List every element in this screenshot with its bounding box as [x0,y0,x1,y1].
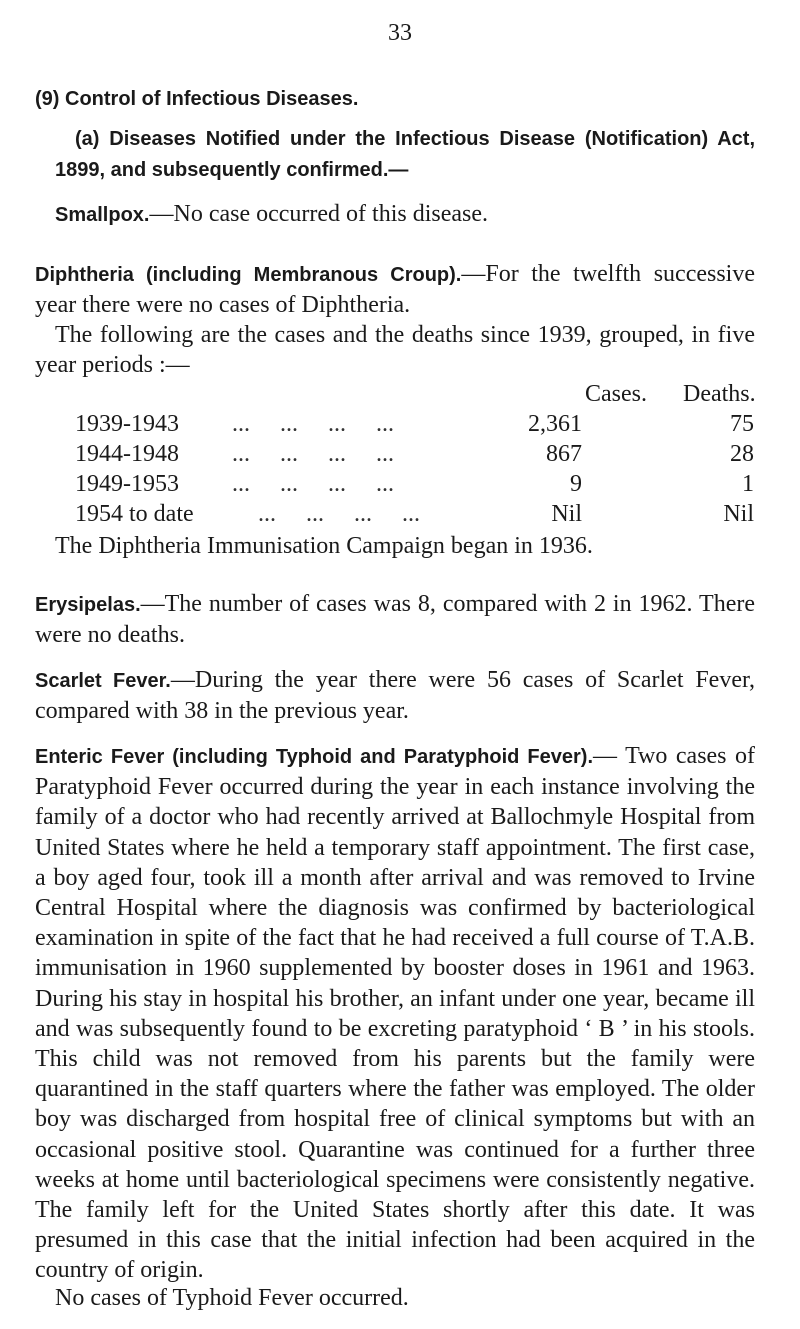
dot-leader: ... ... ... ... [232,471,394,497]
period-cell: 1954 to date [75,501,194,527]
scarlet-fever-paragraph [35,665,755,726]
enteric-fever-paragraph [35,741,755,1286]
subsection-title: (a) Diseases Notified under the Infectious Disease (Notification) Act, 1899, and subsequently confirmed.— [55,128,755,181]
diphtheria-text: —For the twelfth successive year there were no cases of Diphtheria. [35,261,755,319]
dot-leader: ... ... ... ... [232,441,394,467]
scarlet-fever-text: —During the year there were 56 cases of Scarlet Fever, compared with 38 in the previous year. [35,667,755,725]
period-cell: 1944-1948 [75,441,179,467]
deaths-cell: Nil [723,501,754,527]
diphtheria-heading: Diphtheria (including Membranous Croup). [35,264,462,286]
column-header-cases: Cases. [585,381,647,407]
deaths-cell: 75 [730,411,754,437]
enteric-fever-closing: No cases of Typhoid Fever occurred. [55,1285,409,1311]
smallpox-text: —No case occurred of this disease. [149,201,489,227]
smallpox-heading: Smallpox. [55,204,150,226]
column-header-deaths: Deaths. [683,381,756,407]
diphtheria-intro: The following are the cases and the deaths since 1939, grouped, in five year periods :— [35,322,755,379]
enteric-fever-heading: Enteric Fever (including Typhoid and Paratyphoid Fever). [35,746,594,768]
enteric-fever-text: — Two cases of Paratyphoid Fever occurred during the year in each instance involving the family of a doctor who had recently arrived at Ballochmyle Hospital from United States where he held a temporary staff appointment. The first case, a boy aged four, took ill a month after arrival and was removed to Irvine Central Hospital where the diagnosis was confirmed by bacteriological examination in spite of the fact that he had received a full course of T.A.B. immunisation in 1960 supplemented by booster doses in 1961 and 1963. During his stay in hospital his brother, an infant under one year, became ill and was subsequently found to be excreting paratyphoid ‘ B ’ in his stools. This child was not removed from his parents but the family were quarantined in the staff quarters where the father was employed. The older boy was discharged from hospital free of clinical symptoms but with an occasional positive stool. Quarantine was continued for a further three weeks at home until bacteriological specimens were consistently negative. The family left for the United States shortly after this date. It was presumed in this case that the initial infection had been acquired in the country of origin. [35,743,756,1284]
dot-leader: ... ... ... ... [258,501,420,527]
diphtheria-paragraph [35,259,755,320]
cases-cell: 9 [570,471,582,497]
period-cell: 1949-1953 [75,471,179,497]
deaths-cell: 28 [730,441,754,467]
erysipelas-text: —The number of cases was 8, compared with 2 in 1962. There were no deaths. [35,591,755,649]
cases-cell: 867 [546,441,582,467]
deaths-cell: 1 [742,471,754,497]
period-cell: 1939-1943 [75,411,179,437]
page-number: 33 [388,20,412,46]
cases-cell: Nil [551,501,582,527]
cases-cell: 2,361 [528,411,582,437]
dot-leader: ... ... ... ... [232,411,394,437]
section-title: (9) Control of Infectious Diseases. [35,88,359,110]
diphtheria-footnote: The Diphtheria Immunisation Campaign began in 1936. [55,533,593,559]
scarlet-fever-heading: Scarlet Fever. [35,670,171,692]
erysipelas-heading: Erysipelas. [35,594,141,616]
smallpox-paragraph [55,199,755,230]
erysipelas-paragraph [35,589,755,650]
